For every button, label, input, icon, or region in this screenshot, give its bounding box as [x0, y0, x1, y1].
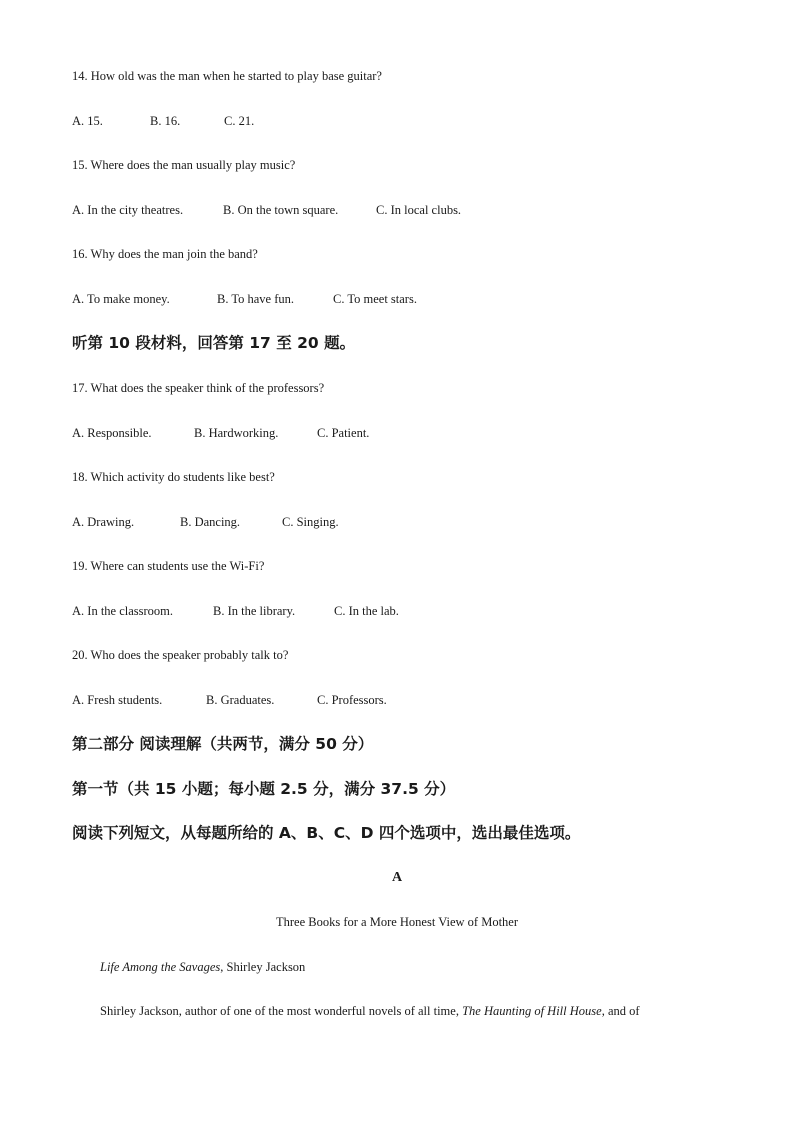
- question-16-option-c: C. To meet stars.: [333, 292, 417, 306]
- question-15-option-c: C. In local clubs.: [376, 203, 462, 217]
- question-15-option-b: B. On the town square.: [223, 203, 339, 217]
- paragraph-text-start: Shirley Jackson, author of one of the most wonderful novels of all time,: [100, 1004, 463, 1018]
- novel-title: The Haunting of Hill House: [462, 1004, 602, 1018]
- book-1-author: , Shirley Jackson: [220, 960, 306, 974]
- question-16-option-a: A. To make money.: [72, 292, 170, 306]
- question-20-option-c: C. Professors.: [317, 693, 387, 707]
- question-14-option-c: C. 21.: [224, 114, 255, 128]
- question-19-option-c: C. In the lab.: [334, 604, 399, 618]
- question-14-option-a: A. 15.: [72, 114, 103, 128]
- question-16-option-b: B. To have fun.: [217, 292, 295, 306]
- question-20-stem: 20. Who does the speaker probably talk to?: [72, 648, 289, 662]
- listening-material-10-heading: 听第 10 段材料，回答第 17 至 20 题。: [72, 334, 356, 352]
- question-20-option-a: A. Fresh students.: [72, 693, 163, 707]
- paragraph-text-end: , and of: [601, 1004, 640, 1018]
- reading-instruction: 阅读下列短文，从每题所给的 A、B、C、D 四个选项中，选出最佳选项。: [72, 824, 581, 842]
- question-18-stem: 18. Which activity do students like best?: [72, 470, 275, 484]
- question-20-option-b: B. Graduates.: [206, 693, 275, 707]
- question-18-option-a: A. Drawing.: [72, 515, 135, 529]
- passage-title: Three Books for a More Honest View of Mother: [275, 915, 519, 929]
- question-18-option-b: B. Dancing.: [180, 515, 241, 529]
- question-19-stem: 19. Where can students use the Wi-Fi?: [72, 559, 265, 573]
- passage-label: A: [391, 870, 403, 885]
- question-19-option-a: A. In the classroom.: [72, 604, 174, 618]
- question-17-option-b: B. Hardworking.: [194, 426, 279, 440]
- question-14-stem: 14. How old was the man when he started to play base guitar?: [72, 69, 382, 83]
- passage-paragraph: [100, 1003, 640, 1019]
- book-1-heading: [100, 959, 305, 975]
- section-1-heading: 第一节（共 15 小题；每小题 2.5 分，满分 37.5 分）: [72, 780, 456, 798]
- question-19-option-b: B. In the library.: [213, 604, 296, 618]
- question-18-option-c: C. Singing.: [282, 515, 339, 529]
- question-17-option-a: A. Responsible.: [72, 426, 152, 440]
- question-16-stem: 16. Why does the man join the band?: [72, 247, 258, 261]
- question-17-stem: 17. What does the speaker think of the professors?: [72, 381, 325, 395]
- book-1-title: Life Among the Savages: [100, 960, 221, 974]
- question-14-option-b: B. 16.: [150, 114, 181, 128]
- question-15-option-a: A. In the city theatres.: [72, 203, 184, 217]
- question-15-stem: 15. Where does the man usually play music?: [72, 158, 296, 172]
- part-2-heading: 第二部分 阅读理解（共两节，满分 50 分）: [72, 735, 374, 753]
- question-17-option-c: C. Patient.: [317, 426, 370, 440]
